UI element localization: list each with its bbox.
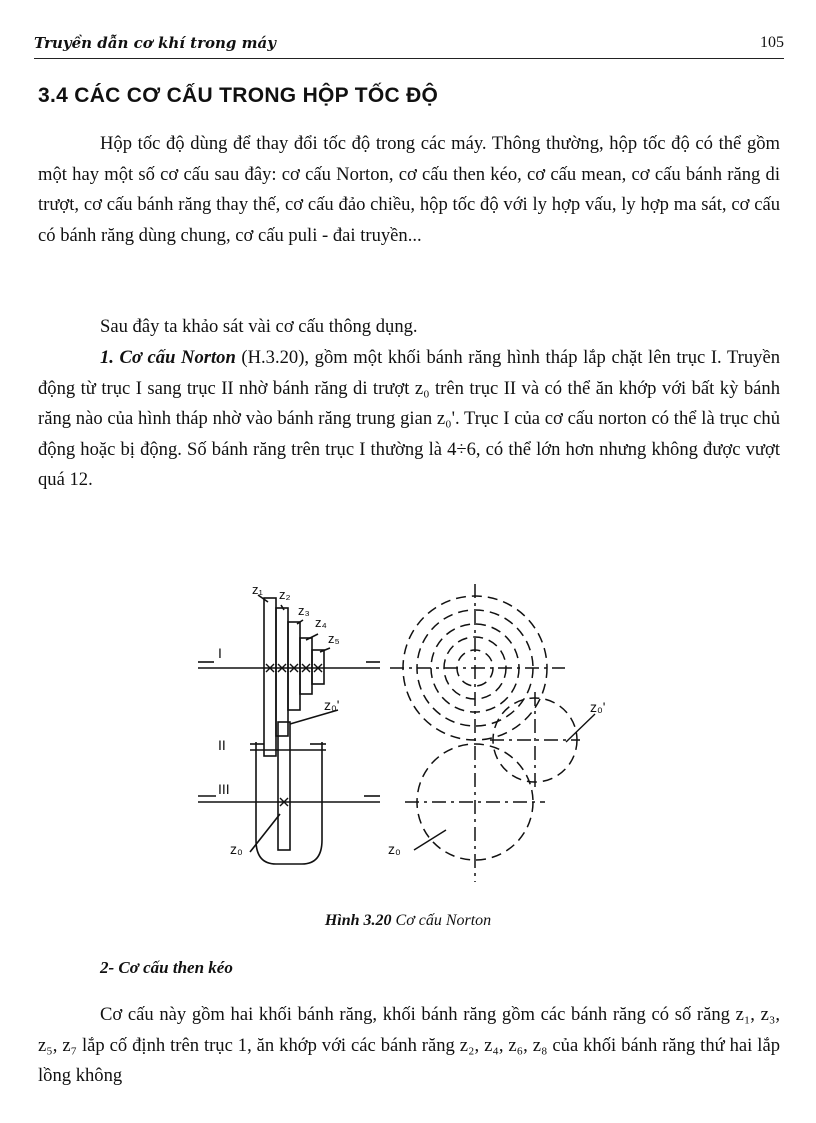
label-slider-end: z₀ — [388, 841, 401, 857]
gear-z0 — [278, 722, 290, 850]
page-header — [34, 32, 784, 59]
label-z2: z₂ — [279, 587, 291, 602]
label-z5: z₅ — [328, 631, 340, 646]
label-shaft-iii: III — [218, 781, 230, 797]
label-shaft-ii: II — [218, 737, 226, 753]
caption-label: Hình 3.20 — [324, 912, 392, 929]
norton-lead: 1. Cơ cấu Norton — [100, 347, 236, 368]
gear-z2 — [276, 608, 288, 736]
label-z1: z₁ — [252, 582, 263, 597]
norton-mechanism-diagram — [190, 582, 630, 902]
gear-z3 — [288, 622, 300, 710]
label-shaft-i: I — [218, 645, 222, 661]
swing-frame — [256, 742, 322, 864]
gear-z4 — [300, 638, 312, 694]
then-keo-heading: 2- Cơ cấu then kéo — [100, 958, 233, 977]
running-title: Truyền dẫn cơ khí trong máy — [34, 34, 276, 52]
label-slider-side: z₀ — [230, 841, 243, 857]
label-z3: z₃ — [298, 603, 310, 618]
section-title: 3.4 CÁC CƠ CẤU TRONG HỘP TỐC ĐỘ — [38, 84, 439, 107]
norton-paragraph — [38, 343, 780, 496]
norton-body: (H.3.20), gồm một khối bánh răng hình tháp lắp chặt lên trục I. Truyền động từ trục I sang trục II nhờ bánh răng di trượt z₀ trên trục II và có thể ăn khớp với bất kỳ bánh răng nào của hình tháp nhờ vào bánh răng trung gian z₀'. Trục I của cơ cấu norton có thể là trục chủ động hoặc bị động. Số bánh răng trên trục I thường là 4÷6, có thể lớn hơn nhưng không được vượt quá 12. — [38, 347, 780, 491]
page-number: 105 — [760, 34, 784, 51]
survey-paragraph: Sau đây ta khảo sát vài cơ cấu thông dụng. — [100, 316, 418, 337]
figure-caption — [0, 912, 816, 930]
label-idler-end: z₀' — [590, 699, 606, 715]
intro-paragraph: Hộp tốc độ dùng để thay đổi tốc độ trong các máy. Thông thường, hộp tốc độ có thể gồm một hay một số cơ cấu sau đây: cơ cấu Norton, cơ cấu then kéo, cơ cấu mean, cơ cấu bánh răng di trượt, cơ cấu bánh răng thay thế, cơ cấu đảo chiều, hộp tốc độ với ly hợp vấu, ly hợp ma sát, cơ cấu có bánh răng dùng chung, cơ cấu puli - đai truyền... — [38, 133, 780, 246]
norton-figure — [190, 582, 630, 907]
gear-z1 — [264, 598, 276, 756]
gear-z5 — [312, 650, 324, 684]
label-idler-side: z₀' — [324, 697, 340, 713]
caption-text: Cơ cấu Norton — [391, 912, 492, 929]
then-keo-paragraph: Cơ cấu này gồm hai khối bánh răng, khối bánh răng gồm các bánh răng có số răng z₁, z₃, z₅, z₇ lắp cố định trên trục 1, ăn khớp với các bánh răng z₂, z₄, z₆, z₈ của khối bánh răng thứ hai lắp lồng không — [38, 1004, 780, 1087]
label-z4: z₄ — [315, 615, 327, 630]
